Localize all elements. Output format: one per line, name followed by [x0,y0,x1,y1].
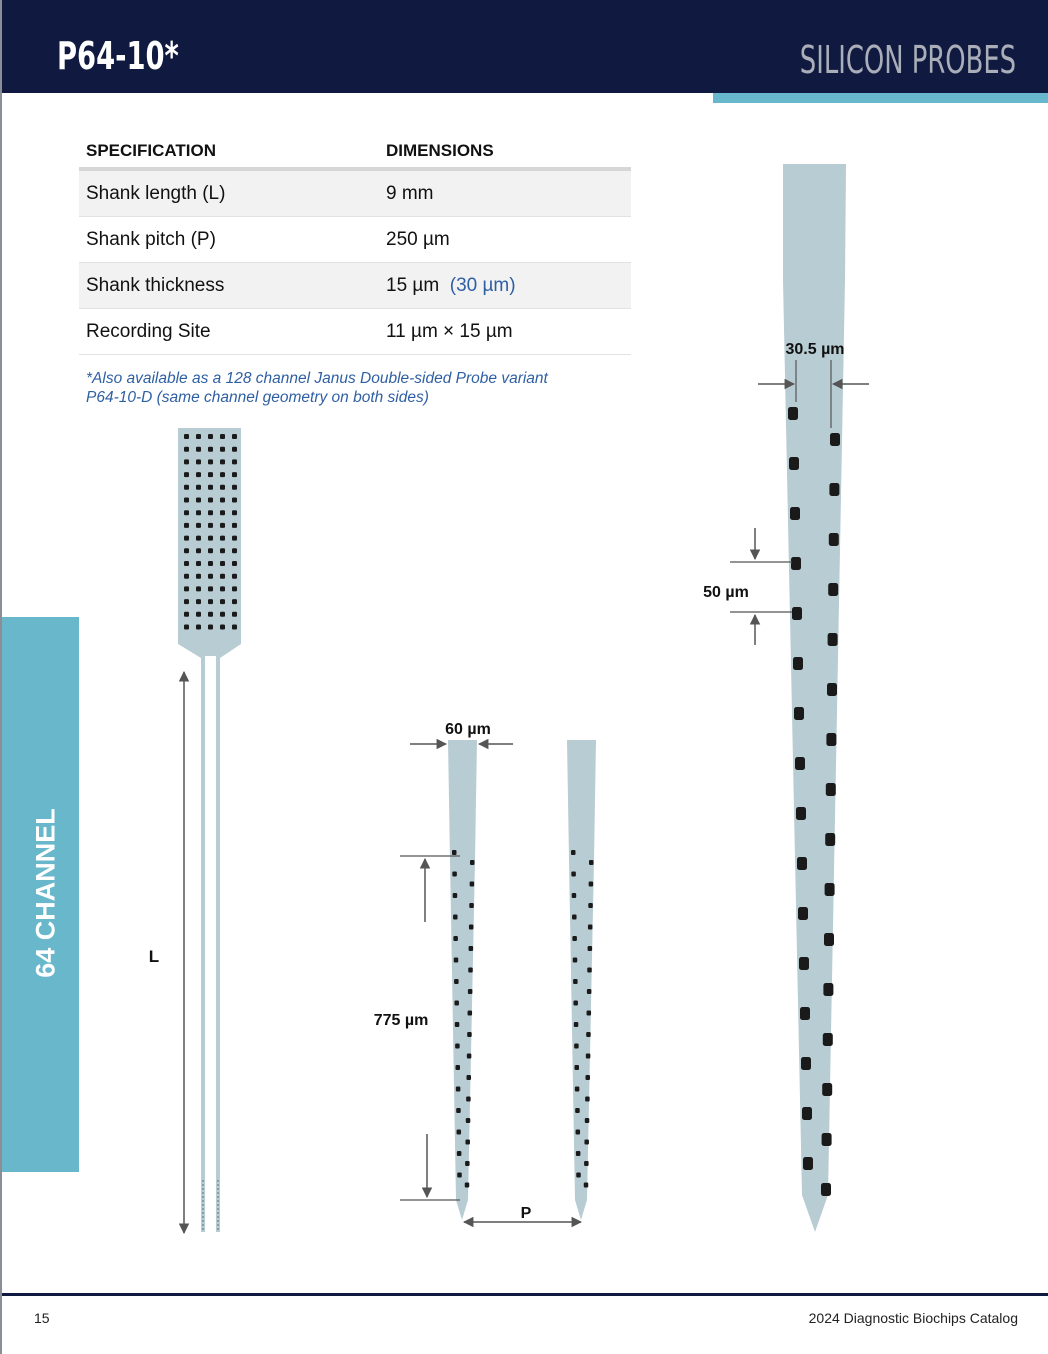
connector-pad [220,523,225,528]
recording-site [830,433,840,446]
recording-site [457,1130,462,1135]
recording-site [466,1118,471,1123]
connector-pad [196,612,201,617]
recording-site [468,1011,473,1016]
connector-pad [184,434,189,439]
probe-overview [149,428,241,1233]
recording-site [586,1032,591,1037]
connector-pad [184,536,189,541]
connector-pad [184,447,189,452]
connector-pad [232,599,237,604]
connector-pad [208,459,213,464]
site-span-label: 775 µm [373,1012,429,1029]
recording-site [454,958,459,963]
recording-site [455,1044,460,1049]
spec-name: Shank pitch (P) [79,217,379,263]
spec-column-header: SPECIFICATION [79,133,379,169]
connector-pad [184,599,189,604]
connector-pad [184,586,189,591]
connector-pad [208,510,213,515]
connector-pad [184,625,189,630]
recording-site [572,893,577,898]
connector-pad [220,586,225,591]
connector-pad [196,510,201,515]
connector-pad [232,472,237,477]
spec-name: Shank thickness [79,263,379,309]
page-number: 15 [34,1310,50,1326]
recording-site [828,583,838,596]
recording-site [452,850,457,855]
connector-pad [196,459,201,464]
recording-site [803,1157,813,1170]
connector-pad [220,447,225,452]
recording-site [584,1140,589,1145]
recording-site [575,1108,580,1113]
connector-pad [208,447,213,452]
recording-site [829,483,839,496]
recording-site [794,707,804,720]
spec-name: Shank length (L) [79,169,379,217]
connector-pad [196,561,201,566]
connector-pad [232,625,237,630]
connector-pad [220,574,225,579]
recording-site [586,1075,591,1080]
recording-site [587,968,592,973]
side-tab-label: 64 CHANNEL [30,808,61,978]
recording-site [800,1007,810,1020]
recording-site [587,989,592,994]
recording-site [453,936,458,941]
connector-pad [184,510,189,515]
connector-pad [208,536,213,541]
spec-value: 9 mm [379,169,631,217]
connector-pad [196,523,201,528]
catalog-title: 2024 Diagnostic Biochips Catalog [808,1310,1018,1326]
recording-site [584,1183,589,1188]
connector-pad [208,485,213,490]
recording-site [828,633,838,646]
shank-detail-body [783,164,846,1232]
site-spacing-label: 50 µm [703,584,749,601]
length-label: L [148,947,160,966]
recording-site [453,893,458,898]
recording-site [586,1054,591,1059]
connector-pad [196,574,201,579]
connector-pad [220,599,225,604]
recording-site [822,1083,832,1096]
connector-pad [184,523,189,528]
connector-pad [196,548,201,553]
recording-site [456,1087,461,1092]
connector-pad [208,523,213,528]
connector-pad [208,586,213,591]
connector-pad [208,548,213,553]
pitch-label: P [520,1205,532,1222]
connector-pad [220,536,225,541]
connector-pad [208,625,213,630]
recording-site [796,807,806,820]
connector-pad [220,472,225,477]
recording-site [821,1183,831,1196]
connector-pad [208,434,213,439]
connector-pad [196,498,201,503]
connector-pad [232,536,237,541]
connector-pad [232,586,237,591]
shank-width-label: 60 µm [445,721,491,738]
recording-site [589,882,594,887]
connector-pad [184,472,189,477]
connector-pad [196,625,201,630]
recording-site [790,507,800,520]
recording-site [827,683,837,696]
connector-pad [220,434,225,439]
connector-pad [196,485,201,490]
spec-value: 11 µm × 15 µm [379,309,631,355]
recording-site [788,407,798,420]
connector-pad [220,485,225,490]
recording-site [825,883,835,896]
connector-pad [220,612,225,617]
recording-site [576,1151,581,1156]
connector-pad [208,561,213,566]
connector-pad [220,510,225,515]
recording-site [467,1032,472,1037]
connector-pad [208,599,213,604]
recording-site [465,1183,470,1188]
connector-pad [220,459,225,464]
recording-site [456,1108,461,1113]
connector-pad [184,548,189,553]
connector-pad [220,498,225,503]
recording-site [457,1173,462,1178]
recording-site [585,1118,590,1123]
recording-site [802,1107,812,1120]
variant-note-line1: *Also available as a 128 channel Janus Double-sided Probe variant [86,370,548,387]
recording-site [469,946,474,951]
recording-site [585,1097,590,1102]
recording-site [572,936,577,941]
spec-value: 250 µm [379,217,631,263]
connector-pad [208,472,213,477]
recording-site [573,1001,578,1006]
shank-tips [374,721,596,1222]
connector-pad [232,510,237,515]
recording-site [576,1173,581,1178]
connector-pad [196,472,201,477]
recording-site [588,903,593,908]
recording-site [455,1022,460,1027]
connector-pad [220,561,225,566]
connector-pad [232,574,237,579]
recording-site [576,1130,581,1135]
connector-pad [232,485,237,490]
recording-site [589,860,594,865]
spec-value: 15 µm [386,274,440,296]
spec-name: Recording Site [79,309,379,355]
connector-pad [184,459,189,464]
recording-site [454,1001,459,1006]
recording-site [454,979,459,984]
recording-site [572,915,577,920]
recording-site [465,1161,470,1166]
recording-site [468,968,473,973]
connector-pad [196,434,201,439]
recording-site [792,607,802,620]
shank-detail [703,164,869,1232]
recording-site [588,946,593,951]
recording-site [467,1054,472,1059]
recording-site [574,1022,579,1027]
recording-site [456,1065,461,1070]
connector-pad [208,612,213,617]
connector-pad [232,523,237,528]
connector-pad [196,447,201,452]
column-offset-label: 30.5 µm [785,341,845,358]
connector-pad [196,536,201,541]
model-title: P64-10* [57,34,179,78]
recording-site [584,1161,589,1166]
recording-site [793,657,803,670]
recording-site [822,1133,832,1146]
recording-site [469,903,474,908]
recording-site [823,1033,833,1046]
recording-site [826,783,836,796]
spec-alt-value: (30 µm) [449,274,516,296]
connector-pad [184,574,189,579]
recording-site [457,1151,462,1156]
recording-site [452,872,457,877]
recording-site [587,1011,592,1016]
variant-note-line2: P64-10-D (same channel geometry on both sides) [86,389,429,406]
recording-site [588,925,593,930]
connector-pad [220,625,225,630]
recording-site [470,860,475,865]
recording-site [798,907,808,920]
recording-site [791,557,801,570]
recording-site [824,933,834,946]
connector-pad [232,561,237,566]
connector-pad [232,548,237,553]
connector-pad [232,434,237,439]
footer-rule [2,1293,1048,1296]
recording-site [466,1097,471,1102]
recording-site [467,1075,472,1080]
recording-site [453,915,458,920]
recording-site [571,872,576,877]
connector-pad [232,498,237,503]
recording-site [789,457,799,470]
recording-site [825,833,835,846]
dimensions-column-header: DIMENSIONS [379,133,631,169]
recording-site [571,850,576,855]
recording-site [826,733,836,746]
connector-pad [232,459,237,464]
connector-pad [184,498,189,503]
connector-pad [220,548,225,553]
connector-pad [184,561,189,566]
recording-site [797,857,807,870]
shank-right [567,740,596,1220]
recording-site [829,533,839,546]
recording-site [795,757,805,770]
category-title: SILICON PROBES [799,38,1016,82]
connector-pad [184,612,189,617]
recording-site [573,958,578,963]
recording-site [574,1044,579,1049]
recording-site [799,957,809,970]
recording-site [575,1087,580,1092]
connector-pad [208,574,213,579]
recording-site [823,983,833,996]
recording-site [573,979,578,984]
connector-pad [184,485,189,490]
connector-pad [232,612,237,617]
connector-pad [208,498,213,503]
connector-pad [196,599,201,604]
recording-site [801,1057,811,1070]
connector-pad [232,447,237,452]
recording-site [465,1140,470,1145]
shank-left [448,740,477,1220]
recording-site [468,989,473,994]
connector-pad [196,586,201,591]
recording-site [470,882,475,887]
recording-site [469,925,474,930]
recording-site [575,1065,580,1070]
